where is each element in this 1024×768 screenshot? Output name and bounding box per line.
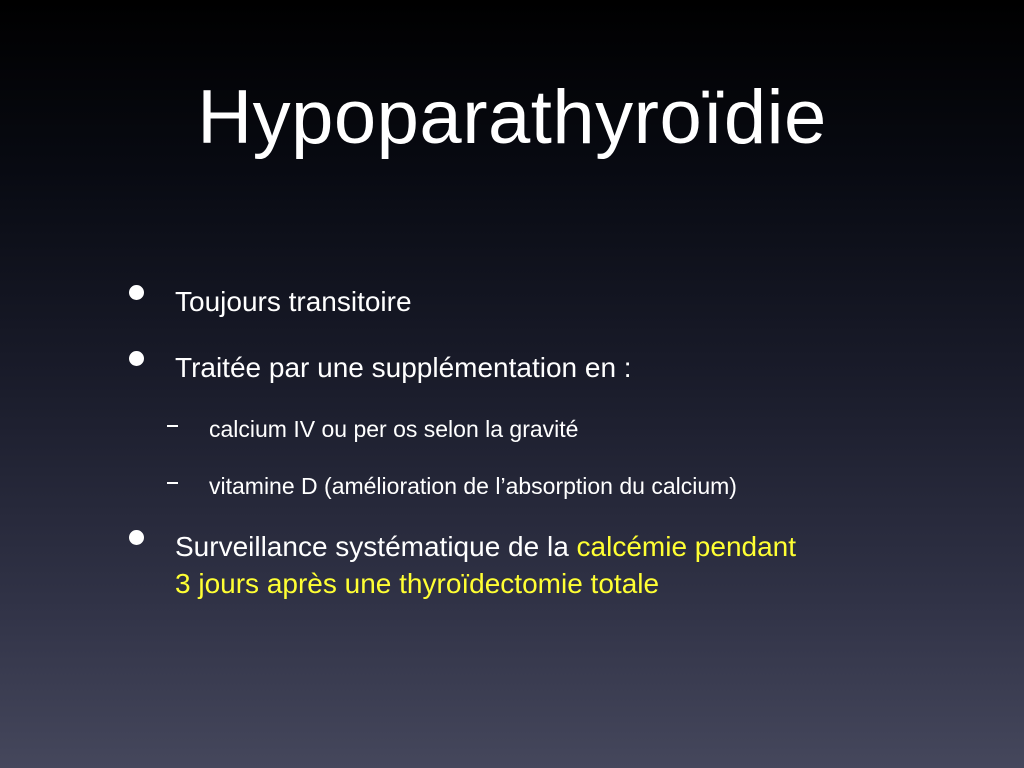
slide-title: Hypoparathyroïdie xyxy=(197,75,827,160)
bullet-text-3-line2: 3 jours après une thyroïdectomie totale xyxy=(175,568,660,599)
subitem-text-2: vitamine D (amélioration de l’absorption du calcium) xyxy=(209,473,737,499)
bullet-text-3-highlight: calcémie pendant xyxy=(576,531,797,562)
bullet-text-1: Toujours transitoire xyxy=(175,286,412,317)
bullet-icon xyxy=(129,285,144,300)
dash-icon xyxy=(167,482,178,484)
dash-icon xyxy=(167,425,178,427)
bullet-text-3-plain: Surveillance systématique de la xyxy=(175,531,577,562)
bullet-text-3-line1 xyxy=(175,530,796,564)
bullet-icon xyxy=(129,351,144,366)
bullet-icon xyxy=(129,530,144,545)
bullet-text-2: Traitée par une supplémentation en : xyxy=(175,352,632,383)
subitem-text-1: calcium IV ou per os selon la gravité xyxy=(209,416,579,442)
